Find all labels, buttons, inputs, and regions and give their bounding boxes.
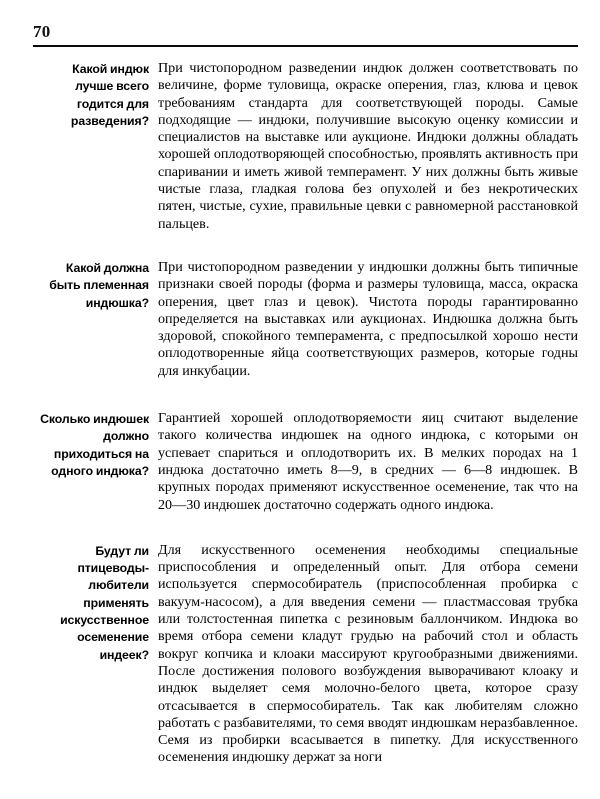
question-label: Сколько индюшек должно приходиться на одного индюка? bbox=[40, 412, 149, 478]
question-label: Будут ли птицеводы-любители применять искусственное осеменение индеек? bbox=[60, 543, 149, 662]
answer-paragraph: При чистопородном разведении индюк должен соответствовать по величине, форме туловища, окраске оперения, глаз, клюва и цевок требованиям стандарта для соответствующей породы. Самые подходящие — индюки, получившие высокую оценку комиссии и специалистов на выставке или аукционе. Индюки должны обладать хорошей оплодотворяющей способностью, проявлять активность при спаривании и иметь живой темперамент. У них должны быть живые чистые глаза, гладкая голова без опухолей и без некротических пятен, чистые, сухие, правильные цевки с равномерной расстановкой пальцев. bbox=[158, 60, 578, 232]
answer-paragraph: Для искусственного осеменения необходимы специальные приспособления и определенный опыт. Для отбора семени используется спермособиратель (приспособленная пробирка с вакуум-насосом), а для введения семени — пластмассовая трубка или толстостенная пипетка с резиновым баллончиком. Индюка во время отбора семени кладут грудью на рабочий стол и область вокруг копчика и клоаки массируют кругообразными движениями. После достижения полового возбуждения выворачивают клоаку и индюк выделяет семя молочно-белого цвета, которое сразу отсасывается в спермособиратель. Так как любителям сложно работать с разбавителями, то семя вводят индюшкам неразбавленное. Семя из пробирки всасывается в пипетку. Для искусственного осеменения индюшку держат за ноги bbox=[158, 541, 578, 766]
answer-paragraph: Гарантией хорошей оплодотворяемости яиц считают выделение такого количества индюшек на одного индюка, с которыми он успевает спариться и оплодотворить их. В мелких породах на 1 индюка достаточно иметь 8—9, в средних — 6—8 индюшек. В крупных породах применяют искусственное осеменение, так что на 20—30 индюшек достаточно содержать одного индюка. bbox=[158, 410, 578, 513]
question-label: Какой должна быть племенная индюшка? bbox=[49, 260, 149, 310]
qa-block bbox=[33, 410, 578, 514]
header-divider bbox=[33, 45, 578, 47]
qa-block bbox=[33, 259, 578, 380]
page-number: 70 bbox=[33, 22, 51, 41]
question-label: Какой индюк лучше всего годится для разведения? bbox=[70, 62, 149, 128]
answer-text bbox=[158, 542, 578, 767]
page-header bbox=[33, 22, 578, 47]
answer-text bbox=[158, 60, 578, 233]
page-content bbox=[33, 60, 578, 767]
answer-paragraph: При чистопородном разведении у индюшки должны быть типичные признаки своей породы (форма и размеры туловища, масса, окраска оперения, цвет глаз и цевок). Чистота породы гарантированно определяется на выставках или аукционах. Индюшка должна быть здоровой, спокойного темперамента, с предпосылкой хорошо нести оплодотворенные яйца соответствующих размеров, которые годны для инкубации. bbox=[158, 258, 578, 379]
qa-block bbox=[33, 60, 578, 233]
qa-block bbox=[33, 542, 578, 767]
answer-text bbox=[158, 410, 578, 514]
answer-text bbox=[158, 259, 578, 380]
